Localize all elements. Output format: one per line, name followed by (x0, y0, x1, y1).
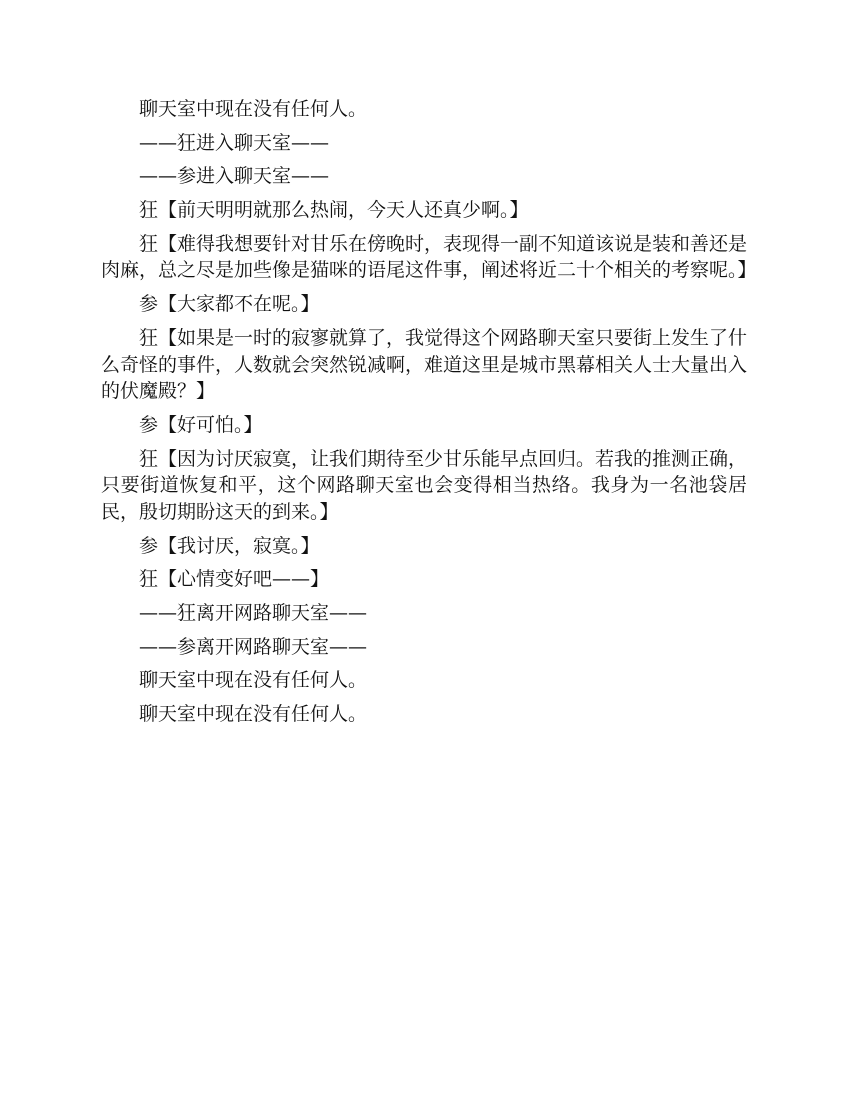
chat-join-notice: ——参进入聊天室—— (139, 165, 330, 188)
chat-status-line: 聊天室中现在没有任何人。 (139, 669, 368, 692)
chat-leave-notice: ——狂离开网路聊天室—— (139, 602, 368, 624)
chat-status-line: 聊天室中现在没有任何人。 (139, 703, 368, 726)
chat-message: 狂【难得我想要针对甘乐在傍晚时，表现得一副不知道该说是装和善还是肉麻，总之尽是加些像是猫咪的语尾这件事，阐述将近二十个相关的考察呢。】 (101, 232, 757, 282)
chat-message: 参【大家都不在呢。】 (139, 293, 320, 316)
chat-status-line: 聊天室中现在没有任何人。 (139, 98, 368, 120)
chat-message: 狂【因为讨厌寂寞，让我们期待至少甘乐能早点回归。若我的推测正确，只要街道恢复和平，这个网路聊天室也会变得相当热络。我身为一名池袋居民，殷切期盼这天的到来。】 (101, 447, 748, 523)
chat-join-notice: ——狂进入聊天室—— (139, 131, 330, 154)
chat-message: 狂【如果是一时的寂寥就算了，我觉得这个网路聊天室只要街上发生了什么奇怪的事件，人数就会突然锐减啊，难道这里是城市黑幕相关人士大量出入的伏魔殿？】 (101, 326, 748, 403)
chat-message: 狂【心情变好吧——】 (139, 568, 330, 591)
chat-message: 参【好可怕。】 (139, 413, 263, 436)
chat-leave-notice: ——参离开网路聊天室—— (139, 635, 368, 658)
document-page (101, 96, 757, 735)
chat-message: 参【我讨厌，寂寞。】 (139, 534, 320, 557)
chat-message: 狂【前天明明就那么热闹，今天人还真少啊。】 (139, 199, 529, 222)
